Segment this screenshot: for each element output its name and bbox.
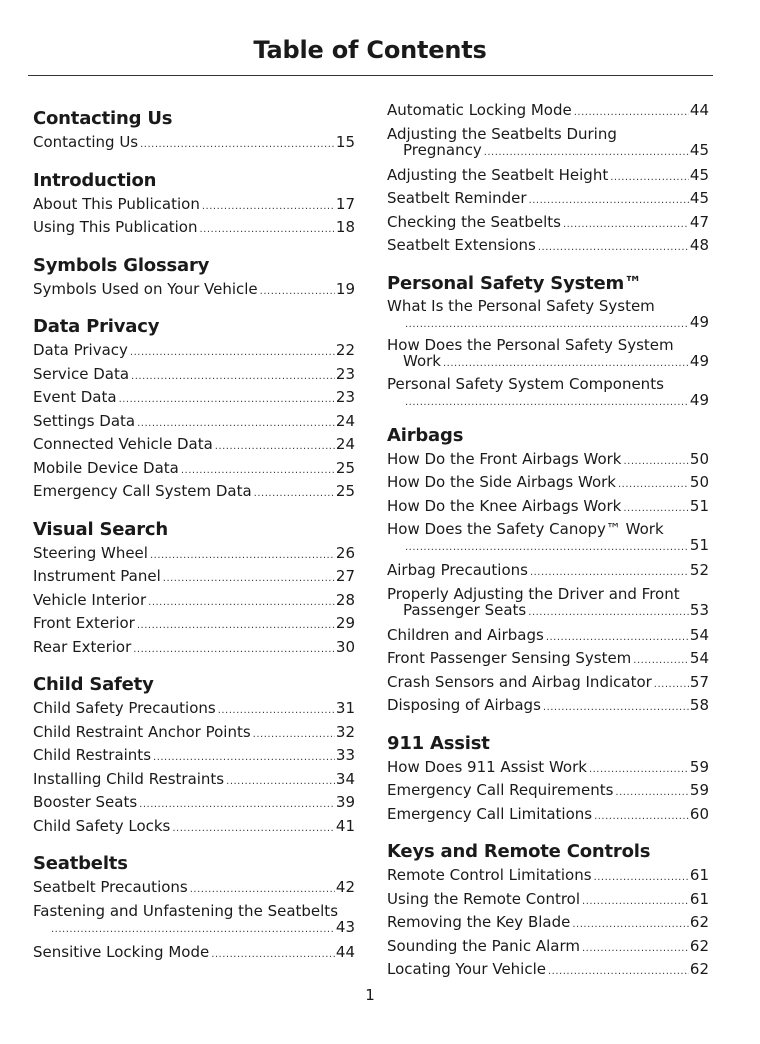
entry-label: How Does the Safety Canopy™ Work [387,520,664,538]
entry-label: Child Safety Locks [33,816,171,835]
section-title: Visual Search [33,518,168,540]
toc-section [33,107,355,156]
entry-page-number: 25 [335,482,355,500]
entry-label: Seatbelt Reminder [387,189,527,207]
dot-leader [582,938,689,960]
toc-entry[interactable] [33,481,355,505]
toc-entry[interactable] [387,695,709,719]
section-entries [33,279,355,303]
dot-leader [528,605,689,621]
toc-section [33,673,355,839]
entry-page-number: 29 [335,614,355,632]
toc-entry[interactable] [387,804,709,828]
toc-entry[interactable] [387,648,709,672]
entry-page-number: 28 [335,590,355,609]
dot-leader [618,474,689,496]
dot-leader [137,413,335,435]
entry-page-number: 61 [689,866,709,884]
toc-entry[interactable] [33,543,355,567]
entry-page-number: 47 [689,212,709,231]
entry-page-number: 51 [689,496,709,515]
dot-leader [131,366,335,388]
dot-leader [253,724,335,746]
entry-page-number: 50 [689,449,709,468]
dot-leader [572,914,689,936]
toc-entry[interactable] [33,942,355,966]
toc-entry[interactable] [387,560,709,584]
toc-section [33,169,355,241]
entry-continuation [387,353,709,372]
toc-entry[interactable] [33,792,355,816]
entry-continuation [387,314,709,333]
dot-leader [211,944,335,966]
section-title: Contacting Us [33,108,173,129]
section-title: Personal Safety System™ [387,272,642,294]
toc-entry[interactable] [387,496,709,520]
toc-entry[interactable] [33,877,355,901]
toc-entry[interactable] [387,959,709,983]
entry-label: Adjusting the Seatbelt Height [387,165,609,184]
dot-leader [589,759,689,781]
dot-leader [254,483,335,505]
entry-page-number: 44 [689,101,709,119]
entry-continuation [387,392,709,411]
section-entries [387,100,709,259]
toc-entry[interactable] [387,165,709,189]
section-title: Symbols Glossary [33,254,210,276]
dot-leader [574,102,689,124]
dot-leader [548,961,689,983]
toc-entry[interactable] [33,816,355,840]
dot-leader [133,639,335,661]
toc-entry[interactable] [33,387,355,411]
page-number: 1 [365,986,375,1004]
title-divider [28,75,713,76]
entry-page-number: 22 [335,341,355,359]
entry-label: Checking the Seatbelts [387,212,561,231]
toc-entry[interactable] [33,434,355,458]
entry-page-number: 45 [689,140,709,159]
toc-entry[interactable] [33,590,355,614]
toc-entry[interactable] [33,566,355,590]
toc-entry[interactable] [387,337,709,372]
dot-leader [150,545,335,567]
dot-leader [405,395,689,411]
entry-label: Front Exterior [33,614,135,632]
entry-label: Event Data [33,388,117,406]
entry-label: Adjusting the Seatbelts During [387,124,617,143]
toc-section [387,272,709,411]
entry-label: How Do the Knee Airbags Work [387,496,622,515]
entry-label: Airbag Precautions [387,561,528,579]
entry-label: Properly Adjusting the Driver and Front [387,584,680,603]
page-title: Table of Contents [253,36,487,64]
entry-page-number: 24 [335,435,355,453]
dot-leader [582,891,689,913]
toc-entry[interactable] [387,936,709,960]
toc-entry[interactable] [387,912,709,936]
toc-section [33,518,355,661]
entry-page-number: 50 [689,473,709,491]
entry-page-number: 19 [335,279,355,298]
entry-page-number: 51 [689,536,709,554]
toc-entry[interactable] [387,100,709,124]
toc-entry[interactable] [33,698,355,722]
entry-page-number: 48 [689,236,709,254]
entry-label: Children and Airbags [387,625,544,644]
toc-entry[interactable] [33,340,355,364]
toc-entry[interactable] [387,889,709,913]
entry-label: Fastening and Unfastening the Seatbelts [33,901,339,920]
entry-label: Steering Wheel [33,543,148,562]
toc-entry[interactable] [33,364,355,388]
toc-entry[interactable] [33,722,355,746]
entry-label: Service Data [33,364,130,383]
toc-entry[interactable] [387,780,709,804]
toc-entry[interactable] [387,865,709,889]
toc-entry[interactable] [387,586,709,621]
dot-leader [172,818,335,840]
dot-leader [563,214,689,236]
section-entries [33,194,355,241]
entry-label: Using This Publication [33,218,198,236]
toc-entry[interactable] [33,637,355,661]
toc-entry[interactable] [33,279,355,303]
entry-label: Front Passenger Sensing System [387,649,632,667]
dot-leader [484,145,689,161]
entry-label-continued: Work [403,351,441,370]
entry-label: Child Safety Precautions [33,699,216,717]
section-entries [33,543,355,661]
toc-left-column [33,100,355,978]
dot-leader [181,460,335,482]
dot-leader [623,451,688,473]
entry-continuation [387,537,709,556]
section-title: Keys and Remote Controls [387,841,651,862]
section-title: Child Safety [33,674,154,695]
entry-label: Settings Data [33,411,136,430]
entry-page-number: 62 [689,960,709,978]
toc-entry[interactable] [387,126,709,161]
section-entries [387,757,709,828]
entry-label: How Do the Side Airbags Work [387,473,616,491]
dot-leader [140,134,335,156]
entry-label: Installing Child Restraints [33,769,225,788]
dot-leader [594,867,689,889]
toc-entry[interactable] [387,188,709,212]
entry-page-number: 27 [335,567,355,585]
dot-leader [163,568,335,590]
dot-leader [543,697,689,719]
entry-page-number: 59 [689,757,709,776]
entry-page-number: 49 [689,390,709,409]
entry-continuation [387,142,709,161]
entry-page-number: 15 [335,133,355,151]
entry-page-number: 62 [689,936,709,955]
entry-page-number: 41 [335,816,355,835]
entry-page-number: 44 [335,942,355,961]
entry-label: Automatic Locking Mode [387,101,572,119]
dot-leader [119,389,335,411]
dot-leader [137,615,335,637]
entry-page-number: 42 [335,878,355,896]
entry-page-number: 33 [335,746,355,764]
entry-label: Seatbelt Extensions [387,236,536,254]
entry-page-number: 57 [689,672,709,691]
dot-leader [546,627,689,649]
entry-page-number: 30 [335,637,355,656]
entry-page-number: 60 [689,804,709,823]
toc-entry[interactable] [387,212,709,236]
entry-continuation [387,602,709,621]
entry-label: Child Restraint Anchor Points [33,722,251,741]
entry-label: About This Publication [33,194,200,213]
entry-page-number: 52 [689,561,709,579]
entry-label: Seatbelt Precautions [33,878,188,896]
toc-entry[interactable] [33,194,355,218]
toc-section [33,852,355,965]
dot-leader [623,498,689,520]
dot-leader [633,650,689,672]
toc-entry[interactable] [387,376,709,411]
entry-page-number: 54 [689,649,709,667]
entry-label: Vehicle Interior [33,590,147,609]
dot-leader [148,592,335,614]
entry-label: Connected Vehicle Data [33,435,213,453]
toc-section [33,254,355,303]
dot-leader [51,922,335,938]
dot-leader [218,700,335,722]
dot-leader [139,794,335,816]
entry-page-number: 59 [689,781,709,799]
toc-entry[interactable] [33,132,355,156]
dot-leader [610,167,689,189]
entry-page-number: 61 [689,889,709,908]
entry-label: Emergency Call Requirements [387,781,614,799]
dot-leader [215,436,335,458]
entry-page-number: 23 [335,364,355,383]
entry-label: Emergency Call System Data [33,482,252,500]
entry-label: Personal Safety System Components [387,374,664,393]
entry-label: Mobile Device Data [33,458,179,477]
entry-label: Symbols Used on Your Vehicle [33,279,258,298]
section-entries [33,132,355,156]
toc-section [387,100,709,259]
entry-page-number: 49 [689,312,709,331]
entry-page-number: 53 [689,600,709,619]
entry-page-number: 45 [689,165,709,184]
entry-label: Contacting Us [33,133,139,151]
dot-leader [538,237,689,259]
entry-page-number: 43 [335,917,355,936]
entry-label: Instrument Panel [33,567,161,585]
entry-label: Emergency Call Limitations [387,804,593,823]
entry-label: Crash Sensors and Airbag Indicator [387,672,652,691]
entry-label: Removing the Key Blade [387,913,571,931]
entry-label: How Does the Personal Safety System [387,335,674,354]
toc-entry[interactable] [387,625,709,649]
entry-page-number: 62 [689,913,709,931]
entry-page-number: 26 [335,543,355,562]
dot-leader [530,562,689,584]
dot-leader [529,190,689,212]
toc-entry[interactable] [33,903,355,938]
dot-leader [226,771,335,793]
entry-page-number: 23 [335,388,355,406]
section-entries [387,449,709,719]
entry-page-number: 58 [689,696,709,714]
section-entries [33,340,355,505]
toc-entry[interactable] [33,411,355,435]
section-entries [387,865,709,983]
toc-entry[interactable] [387,757,709,781]
dot-leader [405,317,689,333]
toc-entry[interactable] [387,449,709,473]
toc-entry[interactable] [387,235,709,259]
entry-page-number: 24 [335,411,355,430]
dot-leader [615,782,688,804]
entry-label: How Does 911 Assist Work [387,757,587,776]
entry-label: Remote Control Limitations [387,866,592,884]
dot-leader [405,540,689,556]
dot-leader [190,879,335,901]
entry-label: Locating Your Vehicle [387,960,546,978]
dot-leader [260,281,335,303]
entry-page-number: 31 [335,699,355,717]
toc-entry[interactable] [33,745,355,769]
toc-entry[interactable] [33,613,355,637]
entry-label: Booster Seats [33,793,138,811]
entry-label: Disposing of Airbags [387,696,541,714]
entry-label: Rear Exterior [33,637,132,656]
entry-continuation [33,919,355,938]
section-entries [387,298,709,411]
entry-page-number: 18 [335,218,355,236]
section-entries [33,698,355,839]
section-title: Data Privacy [33,316,160,337]
entry-label: How Do the Front Airbags Work [387,449,622,468]
toc-entry[interactable] [33,769,355,793]
section-title: 911 Assist [387,732,490,754]
entry-label: Child Restraints [33,746,152,764]
toc-entry[interactable] [33,217,355,241]
dot-leader [153,747,335,769]
dot-leader [202,196,335,218]
toc-entry[interactable] [387,472,709,496]
toc-section [387,732,709,828]
toc-section [33,315,355,505]
section-entries [33,877,355,965]
entry-label-continued: Pregnancy [403,140,482,159]
entry-page-number: 25 [335,458,355,477]
entry-label-continued: Passenger Seats [403,600,527,619]
entry-label: Sensitive Locking Mode [33,942,210,961]
entry-page-number: 34 [335,769,355,788]
entry-page-number: 39 [335,793,355,811]
dot-leader [200,219,335,241]
entry-page-number: 17 [335,194,355,213]
entry-page-number: 45 [689,189,709,207]
section-title: Introduction [33,169,157,191]
toc-entry[interactable] [387,298,709,333]
entry-page-number: 54 [689,625,709,644]
entry-label: What Is the Personal Safety System [387,296,655,315]
entry-label: Sounding the Panic Alarm [387,936,580,955]
dot-leader [443,356,689,372]
dot-leader [654,674,689,696]
entry-page-number: 49 [689,351,709,370]
toc-section [387,424,709,719]
toc-right-column [387,100,709,996]
entry-page-number: 32 [335,722,355,741]
toc-entry[interactable] [387,521,709,556]
dot-leader [130,342,335,364]
section-title: Seatbelts [33,853,128,874]
entry-label: Data Privacy [33,341,128,359]
entry-label: Using the Remote Control [387,889,581,908]
dot-leader [594,806,689,828]
toc-section [387,840,709,983]
section-title: Airbags [387,424,464,446]
toc-entry[interactable] [33,458,355,482]
toc-entry[interactable] [387,672,709,696]
